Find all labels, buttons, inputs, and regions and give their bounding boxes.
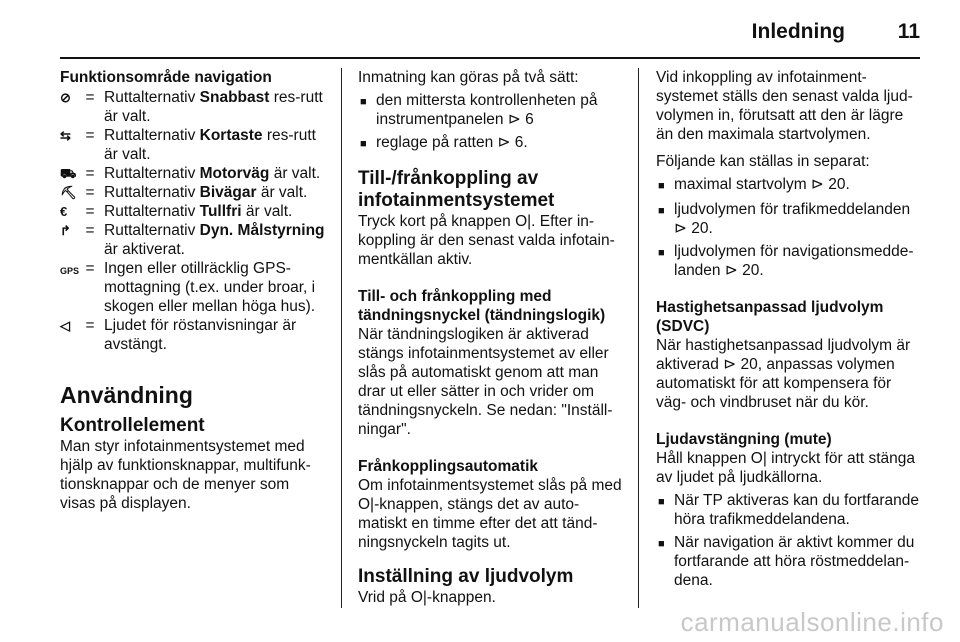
controls-text: Man styr infotainmentsystemet med hjälp av funktionsknappar, multifunk-tionsknappar och de menyer som visas på displayen. bbox=[60, 438, 311, 512]
on-off-text: Tryck kort på knappen O|. Efter in-koppling är den senast valda infotain-mentkällan aktiv. bbox=[358, 213, 615, 268]
bullet-square-icon: ■ bbox=[658, 538, 665, 550]
nav-symbol-row bbox=[60, 88, 328, 126]
page-title: Inledning bbox=[751, 20, 845, 43]
auto-off-text: Om infotainmentsystemet slås på med O|-knappen, stängs det av auto-matiskt en timme efter det att tänd-ningsnyckeln tagits ut. bbox=[358, 477, 622, 551]
description-text: Ruttalternativ bbox=[104, 127, 200, 144]
list-item: ■ den mittersta kontrollenheten på instrumentpanelen ⊳ 6 bbox=[360, 92, 598, 128]
description-text: Ruttalternativ bbox=[104, 222, 200, 239]
shortest-route-icon: ⇆ bbox=[60, 128, 71, 143]
nav-symbol-list bbox=[60, 88, 328, 354]
column-middle bbox=[358, 68, 628, 607]
description-suffix: är aktiverat. bbox=[104, 241, 185, 258]
nav-symbol-description bbox=[98, 88, 328, 126]
page-header bbox=[60, 18, 920, 48]
nav-symbol-row bbox=[60, 183, 328, 202]
description-suffix: är valt. bbox=[256, 184, 308, 201]
dynamic-guidance-icon: ↱ bbox=[60, 223, 71, 238]
equals-sign: = bbox=[85, 184, 95, 201]
nav-symbol-description bbox=[98, 259, 328, 316]
description-text: Ruttalternativ bbox=[104, 203, 200, 220]
description-text: Ruttalternativ bbox=[104, 165, 200, 182]
nav-symbol-row bbox=[60, 202, 328, 221]
header-rule bbox=[60, 57, 920, 59]
route-option-name: Tullfri bbox=[199, 203, 242, 220]
bullet-square-icon: ■ bbox=[658, 247, 665, 259]
watermark: carmanualsonline.info bbox=[680, 607, 944, 637]
equals-sign: = bbox=[85, 127, 95, 144]
equals-sign: = bbox=[85, 203, 95, 220]
nav-symbol-description bbox=[98, 183, 328, 202]
motorway-icon: ⛟ bbox=[60, 166, 77, 181]
equals-sign: = bbox=[85, 222, 95, 239]
list-item: ■ När TP aktiveras kan du fortfarande höra trafikmeddelandena. bbox=[658, 492, 919, 528]
heading-auto-off: Frånkopplingsautomatik bbox=[358, 458, 538, 475]
fastest-route-icon: ⊘ bbox=[60, 90, 71, 105]
column-right bbox=[656, 68, 924, 590]
nav-symbol-row bbox=[60, 259, 328, 316]
page-number: 11 bbox=[897, 20, 920, 43]
nav-symbol-row bbox=[60, 164, 328, 183]
route-option-name: Kortaste bbox=[199, 127, 263, 144]
description-suffix: res-rutt är valt. bbox=[104, 127, 316, 163]
description-suffix: res-rutt är valt. bbox=[104, 89, 323, 125]
startup-volume-text: Vid inkoppling av infotainment-systemet ställs den senast valda ljud-volymen in, förutsatt att den är lägre än den maximala startvolymen. bbox=[656, 69, 913, 143]
bullet-square-icon: ■ bbox=[658, 205, 665, 217]
nav-symbol-description bbox=[98, 316, 328, 354]
heading-usage: Användning bbox=[60, 382, 193, 408]
nav-symbol-row bbox=[60, 221, 328, 259]
description-text: Ruttalternativ bbox=[104, 89, 200, 106]
equals-sign: = bbox=[85, 89, 95, 106]
route-option-name: Snabbast bbox=[199, 89, 270, 106]
ignition-text: När tändningslogiken är aktiverad stängs infotainmentsystemet av eller slås på automatiskt genom att man drar ut eller sätter in och vrider om tändningsnyckeln. Se nedan: "Inställ-ningar". bbox=[358, 326, 613, 438]
heading-mute: Ljudavstängning (mute) bbox=[656, 431, 832, 448]
description-suffix: är valt. bbox=[269, 165, 321, 182]
nav-symbol-description bbox=[98, 202, 328, 221]
equals-sign: = bbox=[85, 260, 95, 277]
nav-symbol-row bbox=[60, 316, 328, 354]
column-divider bbox=[638, 68, 639, 608]
bullet-square-icon: ■ bbox=[658, 496, 665, 508]
heading-volume: Inställning av ljudvolym bbox=[358, 566, 574, 587]
route-option-name: Motorväg bbox=[199, 165, 270, 182]
mute-text: Håll knappen O| intryckt för att stänga av ljudet på ljudkällorna. bbox=[656, 450, 916, 486]
list-item: ■ ljudvolymen för navigationsmedde-landen ⊳ 20. bbox=[658, 243, 914, 279]
description-text: Ingen eller otillräcklig GPS-mottagning (t.ex. under broar, i skogen eller mellan höga hus). bbox=[104, 260, 316, 315]
bullet-square-icon: ■ bbox=[658, 180, 665, 192]
nav-symbol-row bbox=[60, 126, 328, 164]
bullet-square-icon: ■ bbox=[360, 96, 367, 108]
equals-sign: = bbox=[85, 317, 95, 334]
sdvc-text: När hastighetsanpassad ljudvolym är aktiverad ⊳ 20, anpassas volymen automatiskt för att kompensera för väg- och vindbruset när du kör. bbox=[656, 337, 911, 411]
nav-symbol-description bbox=[98, 126, 328, 164]
toll-free-icon: € bbox=[60, 204, 68, 219]
no-gps-icon: GPS bbox=[60, 266, 80, 276]
bullet-square-icon: ■ bbox=[360, 138, 367, 150]
equals-sign: = bbox=[85, 165, 95, 182]
heading-sdvc: Hastighetsanpassad ljudvolym (SDVC) bbox=[656, 299, 884, 335]
input-intro: Inmatning kan göras på två sätt: bbox=[358, 69, 579, 86]
heading-ignition-logic: Till- och frånkoppling med tändningsnyckel (tändningslogik) bbox=[358, 288, 606, 324]
column-divider bbox=[341, 68, 342, 608]
list-item: ■ reglage på ratten ⊳ 6. bbox=[358, 133, 628, 154]
description-text: Ljudet för röstanvisningar är avstängt. bbox=[104, 317, 297, 353]
voice-muted-icon: ◁ bbox=[60, 318, 70, 333]
route-option-name: Dyn. Målstyrning bbox=[199, 222, 325, 239]
heading-on-off: Till-/frånkoppling av infotainmentsystemet bbox=[358, 168, 555, 211]
description-text: Ruttalternativ bbox=[104, 184, 200, 201]
side-roads-icon: ⛏ bbox=[60, 185, 77, 200]
list-item: ■ maximal startvolym ⊳ 20. bbox=[656, 175, 924, 196]
list-item: ■ När navigation är aktivt kommer du fortfarande att höra röstmeddelan-dena. bbox=[658, 534, 915, 589]
description-suffix: är valt. bbox=[241, 203, 293, 220]
separate-settings-intro: Följande kan ställas in separat: bbox=[656, 153, 870, 170]
heading-controls: Kontrollelement bbox=[60, 415, 205, 436]
volume-text: Vrid på O|-knappen. bbox=[358, 589, 496, 606]
nav-symbol-description bbox=[98, 221, 328, 259]
nav-heading: Funktionsområde navigation bbox=[60, 69, 272, 86]
route-option-name: Bivägar bbox=[199, 184, 257, 201]
nav-symbol-description bbox=[98, 164, 328, 183]
list-item: ■ ljudvolymen för trafikmeddelanden ⊳ 20. bbox=[658, 201, 911, 237]
column-left bbox=[60, 68, 328, 513]
